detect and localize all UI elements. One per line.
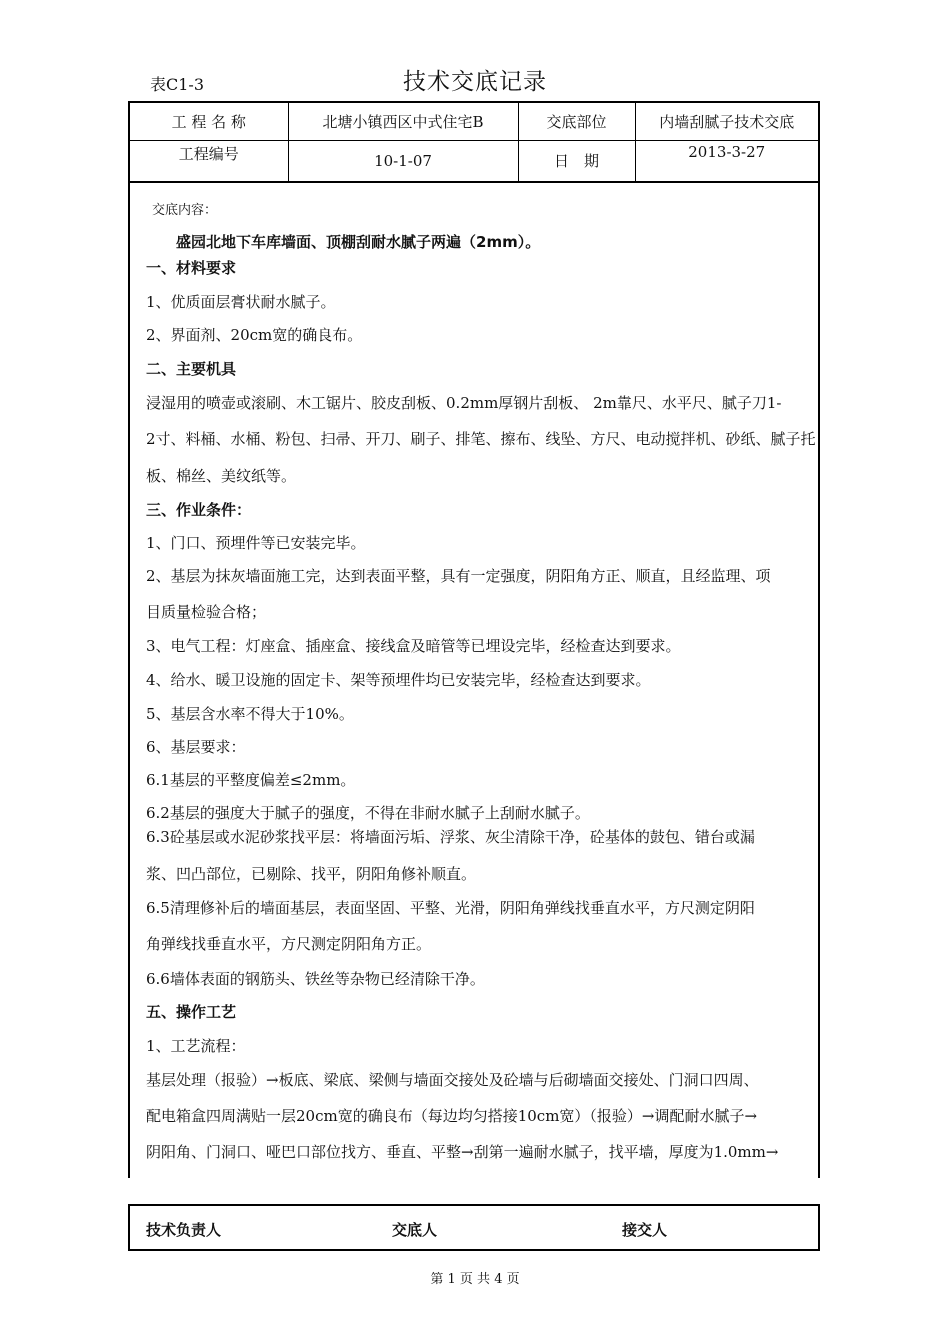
content-line: 6.5清理修补后的墙面基层，表面坚固、平整、光滑，阴阳角弹线找垂直水平，方尺测定阴阳 [146,899,755,917]
content-line: 6.6墙体表面的钢筋头、铁丝等杂物已经清除干净。 [146,970,485,988]
project-no-value: 10-1-07 [288,140,518,181]
date-value: 2013-3-27 [635,140,818,181]
content-line: 4、给水、暖卫设施的固定卡、架等预埋件均已安装完毕，经检查达到要求。 [146,671,651,689]
date-label: 日 期 [518,140,635,181]
part-label: 交底部位 [518,103,635,140]
content-area [128,182,820,1178]
page-footer: 第 1 页 共 4 页 [430,1272,520,1287]
content-line: 板、棉丝、美纹纸等。 [146,467,297,485]
content-line: 1、门口、预埋件等已安装完毕。 [146,534,366,552]
project-name-label: 工 程 名 称 [130,103,288,140]
part-value: 内墙刮腻子技术交底 [635,103,818,140]
receiver-label: 接交人 [622,1221,668,1239]
content-line: 6、基层要求： [146,738,246,756]
content-line: 1、优质面层膏状耐水腻子。 [146,293,336,311]
project-name-value: 北塘小镇西区中式住宅B [288,103,518,140]
form-code: 表C1-3 [150,75,205,94]
tech-lead-label: 技术负责人 [146,1221,222,1239]
content-line: 2寸、料桶、水桶、粉包、扫帚、开刀、刷子、排笔、擦布、线坠、方尺、电动搅拌机、砂纸、腻子托 [146,430,816,448]
header-table [128,101,820,183]
content-line: 阴阳角、门洞口、哑巴口部位找方、垂直、平整→刮第一遍耐水腻子，找平墙，厚度为1.0mm→ [146,1143,779,1161]
presenter-label: 交底人 [392,1221,438,1239]
section-heading: 五、操作工艺 [146,1003,237,1021]
document-title: 技术交底记录 [403,69,547,95]
content-line: 6.3砼基层或水泥砂浆找平层：将墙面污垢、浮浆、灰尘清除干净，砼基体的鼓包、错台或漏 [146,828,755,846]
content-line: 角弹线找垂直水平，方尺测定阴阳角方正。 [146,935,432,953]
content-line: 浆、凹凸部位，已剔除、找平，阴阳角修补顺直。 [146,865,477,883]
section-heading: 一、材料要求 [146,259,237,277]
section-heading: 三、作业条件： [146,501,252,519]
signature-row [128,1204,820,1251]
content-line: 基层处理（报验）→板底、梁底、梁侧与墙面交接处及砼墙与后砌墙面交接处、门洞口四周、 [146,1071,759,1089]
content-line: 5、基层含水率不得大于10%。 [146,705,354,723]
content-line: 1、工艺流程： [146,1037,246,1055]
content-line: 目质量检验合格； [146,603,267,621]
content-line: 6.1基层的平整度偏差≤2mm。 [146,771,356,789]
content-line: 配电箱盒四周满贴一层20cm宽的确良布（每边均匀搭接10cm宽）（报验）→调配耐水腻子→ [146,1107,758,1125]
content-line: 浸湿用的喷壶或滚刷、木工锯片、胶皮刮板、0.2mm厚钢片刮板、 2m靠尺、水平尺、腻子刀1- [146,394,782,412]
content-line: 6.2基层的强度大于腻子的强度，不得在非耐水腻子上刮耐水腻子。 [146,804,590,822]
content-line: 2、基层为抹灰墙面施工完，达到表面平整，具有一定强度，阴阳角方正、顺直，且经监理、项 [146,567,771,585]
content-line: 2、界面剂、20cm宽的确良布。 [146,326,363,344]
content-line: 盛园北地下车库墙面、顶棚刮耐水腻子两遍（2mm）。 [146,233,541,251]
content-intro-label: 交底内容： [152,203,218,218]
project-no-label: 工程编号 [130,140,288,181]
content-line: 3、电气工程：灯座盒、插座盒、接线盒及暗管等已埋设完毕，经检查达到要求。 [146,637,681,655]
section-heading: 二、主要机具 [146,360,237,378]
